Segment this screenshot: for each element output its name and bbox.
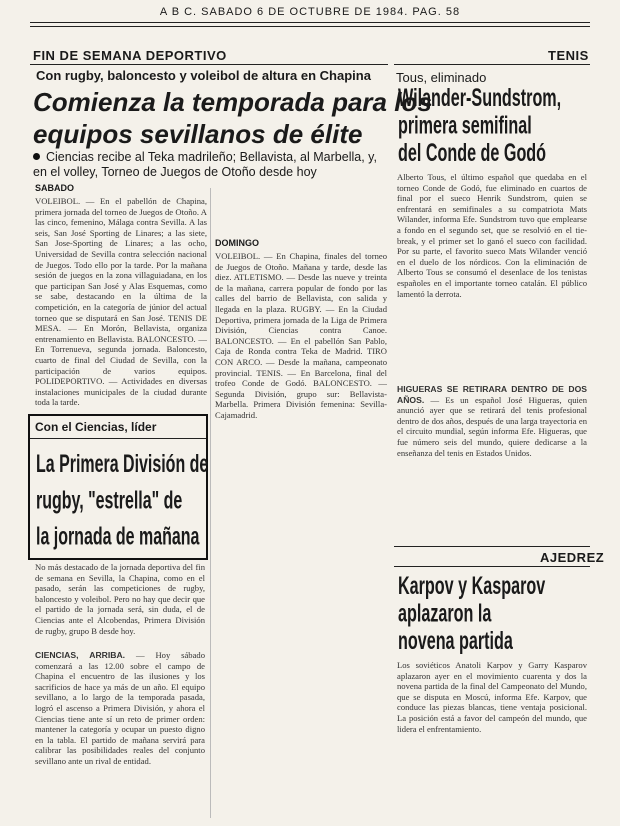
sabado-text: VOLEIBOL. — En el pabellón de Chapina, primera jornada del torneo de Juegos de Otoño. A las cinco, femenino, Málaga contra Sevilla. A las seis, San José Sporting de Linares; a las siete, San Jose-Sporting de Linares; a las ocho, Universidad de Sevilla contra selección nacional de Juegos. Todo ello por la tarde. Por la mañana sesión de juegos en la zona villaguiadana, en los que participan San José y Alas Esquemas, como se sabe, destacando en la última de la competición, en la categoría de júnior del actual torneo que se disputará en San José. TENIS DE MESA. — En Morón, Bellavista, organiza entrenamiento en Bellavista. BALONCESTO. — En Torrenueva, segunda jornada. Baloncesto, cuarto de final del Ciudad de Sevilla, con la participación de varios equipos. POLIDEPORTIVO. — Actividades en diversas instalaciones municipales de la ciudad durante toda la tarde. (35, 196, 207, 408)
chess-rule-2 (394, 566, 590, 567)
deck-text: Ciencias recibe al Teka madrileño; Bellavista, al Marbella, y, en el volley, Torneo de Juegos de Otoño desde hoy (33, 150, 377, 179)
chess-headline-line-1: Karpov y Kasparov (398, 572, 546, 600)
main-deck (33, 150, 388, 180)
tennis-headline (398, 84, 561, 167)
rugby-headline-line-3: la jornada de mañana (36, 522, 200, 551)
domingo-intro (215, 183, 387, 235)
rugby-subtext: — Hoy sábado comenzará a las 12.00 sobre el campo de Chapina el encuentro de las ilusiones y los sacrificios de hace ya más de un año. El equipo sevillano, a lo largo de la temporada pasada, logró el ascenso a Primera División, y ahora el Ciencias tiene ante sí un reto de primer orden: mantener la categoría y ocupar un puesto digno en la tabla. El partido de mañana servirá para calibrar las posibilidades reales del conjunto sevillano ante un rival de entidad. (35, 650, 205, 766)
tennis-headline-line-1: Wilander-Sundstrom, (398, 84, 562, 112)
tennis-subtext: — Es un español José Higueras, quien anunció ayer que se retirará del tenis profesional dentro de dos años, después de una larga trayectoria en el circuito mundial, según informa Efe. Higueras, que fue número seis del mundo, quiere dedicarse a la enseñanza del tenis en Estados Unidos. (397, 394, 587, 458)
header-rule-2 (30, 26, 590, 27)
rugby-text-2 (35, 650, 205, 820)
rugby-box-rule (30, 438, 206, 439)
bullet-icon (33, 153, 40, 160)
tennis-text-2 (397, 384, 587, 542)
sabado-label: SABADO (35, 183, 75, 193)
chess-headline-line-2: aplazaron la (398, 599, 492, 628)
rugby-headline-line-1: La Primera División de (36, 450, 209, 478)
rugby-subhead: CIENCIAS, ARRIBA. (35, 650, 126, 660)
domingo-text: VOLEIBOL. — En Chapina, finales del torneo de Juegos de Otoño. Mañana y tarde, desde las diez. ATLETISMO. — Desde las nueve y treinta de la mañana, carrera popular de fondo por las calles del barrio de Bellavista, con salida y llegada en la plaza. RUGBY. — En la Ciudad Deportiva, primera jornada de la Liga de Primera División, Ciencias contra Canoe. BALONCESTO. — En el pabellón San Pablo, Caja de Ronda contra Teka de Madrid. TIRO CON ARCO. — Desde la mañana, campeonato provincial. TENIS. — En Barcelona, final del trofeo Conde de Godó. BALONCESTO. — Segunda División, grupo sur: Bellavista-Marbella. Primera División femenina: Sevilla-Cajamadrid. (215, 251, 387, 420)
section-rule (30, 64, 388, 65)
chess-section-title: AJEDREZ (540, 550, 605, 565)
rugby-box-kicker: Con el Ciencias, líder (35, 420, 157, 434)
chess-text: Los soviéticos Anatoli Karpov y Garry Kasparov aplazaron ayer en el movimiento cuarenta y dos la novena partida de la final del Campeonato del Mundo, que se disputa en Moscú, informa Efe. Karpov, que conduce las piezas blancas, tiene ventaja posicional. La posición está a favor del campeón del mundo, que lidera el enfrentamiento. (397, 660, 587, 734)
right-section-title: TENIS (548, 48, 589, 63)
rugby-headline (36, 446, 208, 555)
rugby-text: No más destacado de la jornada deportiva del fin de semana en Sevilla, la Chapina, como en el pasado, serán las competiciones de rugby, baloncesto y voleibol. Pero no hay que decir que el partido de la jornada será, sin duda, el de Ciencias ante el Alcobendas, Primera División de rugby, grupo B desde hoy. (35, 562, 205, 636)
chess-rule (394, 546, 590, 547)
rugby-box (28, 414, 208, 560)
tennis-headline-line-2: primera semifinal (398, 111, 532, 140)
right-section-rule (394, 64, 590, 65)
chess-headline (398, 572, 545, 655)
tennis-headline-line-3: del Conde de Godó (398, 139, 547, 167)
page-header: A B C. SABADO 6 DE OCTUBRE DE 1984. PAG. 58 (159, 6, 461, 18)
rugby-headline-line-2: rugby, "estrella" de (36, 486, 183, 515)
column-divider (210, 188, 211, 818)
header-rule (30, 22, 590, 23)
section-title: FIN DE SEMANA DEPORTIVO (33, 48, 227, 63)
main-headline-line-2: equipos sevillanos de élite (33, 119, 363, 149)
tennis-kicker: Tous, eliminado (396, 70, 487, 85)
tennis-text: Alberto Tous, el último español que quedaba en el torneo Conde de Godó, fue eliminado en cuartos de final por el sueco Henrik Sundstrom, quien se enfrentará en semifinales a su compatriota Mats Wilander, informa Efe. Sundstrom tuvo que emplearse a fondo en el segundo set, que se resolvió en el tie-break, y el primer set lo ganó el sueco con facilidad. Por su parte, el favorito sueco Mats Wilander venció en el duelo de los nórdicos. Con la eliminación de Alberto Tous se consumó el desenlace de los tenistas españoles en el importante torneo catalán. El público lamentó la derrota. (397, 172, 587, 299)
chess-headline-line-3: novena partida (398, 627, 513, 655)
main-headline-line-1: Comienza la temporada para los (33, 87, 432, 117)
tennis-subhead: HIGUERAS SE RETIRARA DENTRO DE DOS AÑOS. (397, 384, 587, 405)
domingo-label: DOMINGO (215, 238, 259, 248)
main-kicker: Con rugby, baloncesto y voleibol de altura en Chapina (36, 68, 371, 83)
